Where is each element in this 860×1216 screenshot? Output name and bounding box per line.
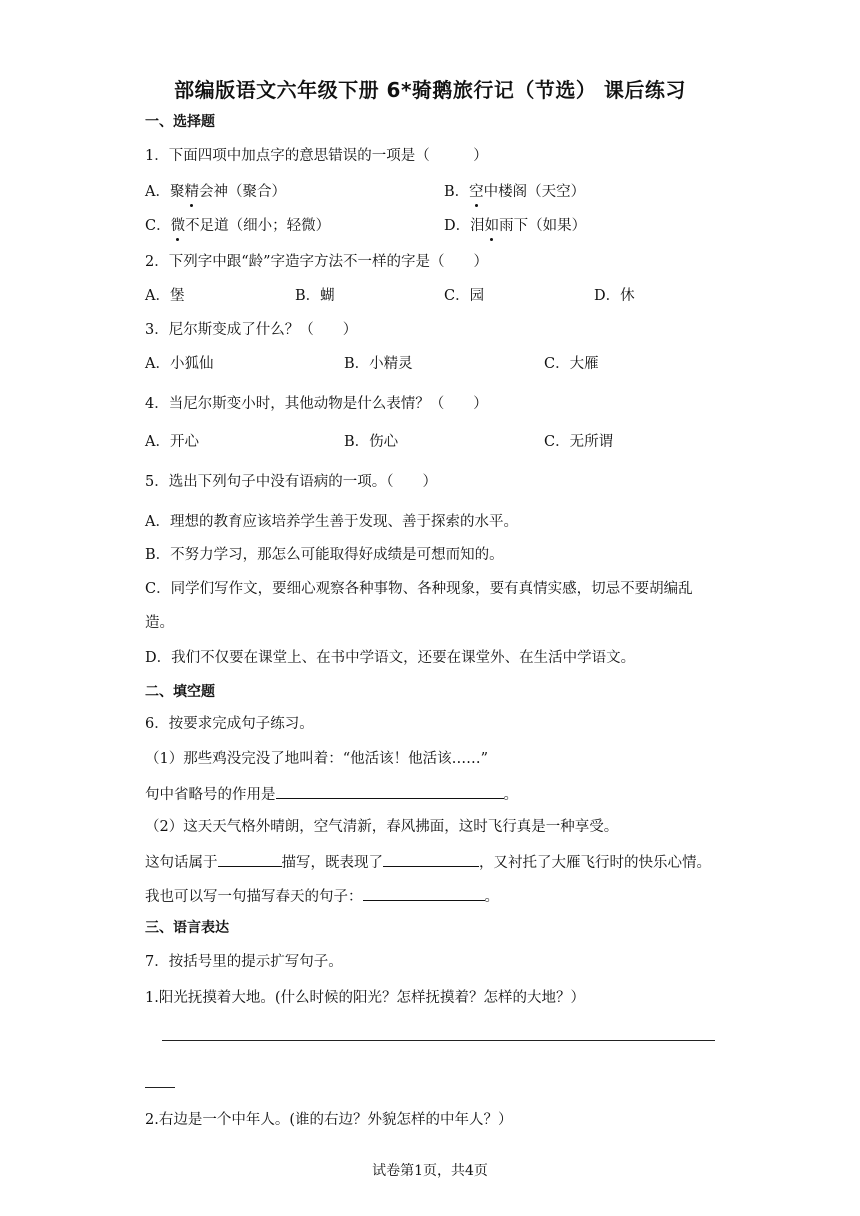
- section-heading-choice: 一、选择题: [145, 114, 215, 130]
- question-7-sentence-1: 1.阳光抚摸着大地。(什么时候的阳光？怎样抚摸着？怎样的大地？）: [145, 990, 585, 1006]
- dotted-character: 微: [170, 218, 186, 234]
- question-6-part-2: （2）这天天气格外晴朗，空气清新，春风拂面，这时飞行真是一种享受。: [145, 819, 619, 835]
- option-text-post: 会神（聚合）: [198, 184, 286, 200]
- option-prefix: D．: [444, 218, 471, 234]
- option-prefix: B．: [444, 184, 470, 200]
- question-7-sentence-2: 2.右边是一个中年人。(谁的右边？外貌怎样的中年人？）: [145, 1112, 513, 1128]
- question-2-option-b: B．蝴: [295, 288, 335, 304]
- option-text-post: 不足道（细小；轻微）: [185, 218, 331, 234]
- answer-blank[interactable]: [276, 783, 504, 799]
- answer-prompt: 句中省略号的作用是: [145, 787, 276, 803]
- question-3-option-c: C．大雁: [544, 356, 599, 372]
- question-5-stem: 5．选出下列句子中没有语病的一项。（ ）: [145, 474, 437, 490]
- question-3-stem: 3．尼尔斯变成了什么？（ ）: [145, 322, 358, 338]
- option-prefix: C．: [145, 218, 171, 234]
- dotted-character: 如: [484, 218, 500, 234]
- dotted-character: 精: [184, 184, 199, 200]
- option-text-post: 雨下（如果）: [499, 218, 587, 234]
- question-4-stem: 4．当尼尔斯变小时，其他动物是什么表情？（ ）: [145, 396, 488, 412]
- section-heading-expression: 三、语言表达: [145, 920, 229, 936]
- question-5-option-b: B．不努力学习，那怎么可能取得好成绩是可想而知的。: [145, 547, 504, 563]
- question-5-option-c-line2: 造。: [145, 615, 174, 631]
- answer-text: ，又衬托了大雁飞行时的快乐心情。: [479, 855, 711, 871]
- question-6-stem: 6．按要求完成句子练习。: [145, 716, 314, 732]
- question-5-option-c-line1: C．同学们写作文，要细心观察各种事物、各种现象，要有真情实感，切忌不要胡编乱: [145, 581, 693, 597]
- question-6-part-2-write: [145, 885, 499, 907]
- question-4-option-c: C．无所谓: [544, 434, 614, 450]
- question-1-option-c: [145, 216, 330, 236]
- question-5-option-d: D．我们不仅要在课堂上、在书中学语文，还要在课堂外、在生活中学语文。: [145, 650, 636, 666]
- section-heading-fill: 二、填空题: [145, 684, 215, 700]
- dotted-character: 空: [469, 184, 484, 200]
- answer-blank[interactable]: [383, 851, 479, 867]
- question-1-option-d: [444, 216, 586, 236]
- question-1-option-b: [444, 182, 585, 202]
- page-title: 部编版语文六年级下册 6*骑鹅旅行记（节选） 课后练习: [174, 78, 686, 102]
- question-7-stem: 7．按括号里的提示扩写句子。: [145, 954, 343, 970]
- question-2-option-a: A．堡: [145, 288, 185, 304]
- question-2-stem: 2．下列字中跟“龄”字造字方法不一样的字是（ ）: [145, 254, 489, 270]
- answer-line-continued[interactable]: [145, 1087, 175, 1088]
- answer-text: 我也可以写一句描写春天的句子：: [145, 889, 363, 905]
- question-6-part-1: （1）那些鸡没完没了地叫着：“他活该！他活该……”: [145, 751, 489, 767]
- question-4-option-a: A．开心: [145, 434, 199, 450]
- question-3-option-b: B．小精灵: [344, 356, 413, 372]
- answer-text: 这句话属于: [145, 855, 218, 871]
- answer-blank[interactable]: [218, 851, 282, 867]
- option-text-pre: 聚: [169, 184, 185, 200]
- question-2-option-d: D．休: [594, 288, 635, 304]
- question-6-part-1-answer: [145, 783, 518, 805]
- answer-blank[interactable]: [363, 885, 485, 901]
- question-5-option-a: A．理想的教育应该培养学生善于发现、善于探索的水平。: [145, 514, 518, 530]
- answer-end: 。: [503, 787, 518, 803]
- question-2-option-c: C．园: [444, 288, 485, 304]
- answer-end: 。: [484, 889, 499, 905]
- question-1-stem: 1．下面四项中加点字的意思错误的一项是（ ）: [145, 148, 488, 164]
- question-1-option-a: [145, 182, 286, 202]
- option-prefix: A．: [145, 184, 170, 200]
- answer-text: 描写，既表现了: [281, 855, 383, 871]
- question-6-part-2-answer: [145, 851, 711, 873]
- answer-line[interactable]: [162, 1040, 715, 1041]
- page-footer: 试卷第1页，共4页: [372, 1163, 488, 1179]
- question-3-option-a: A．小狐仙: [145, 356, 214, 372]
- option-text-post: 中楼阁（天空）: [483, 184, 586, 200]
- question-4-option-b: B．伤心: [344, 434, 399, 450]
- option-text-pre: 泪: [470, 218, 485, 234]
